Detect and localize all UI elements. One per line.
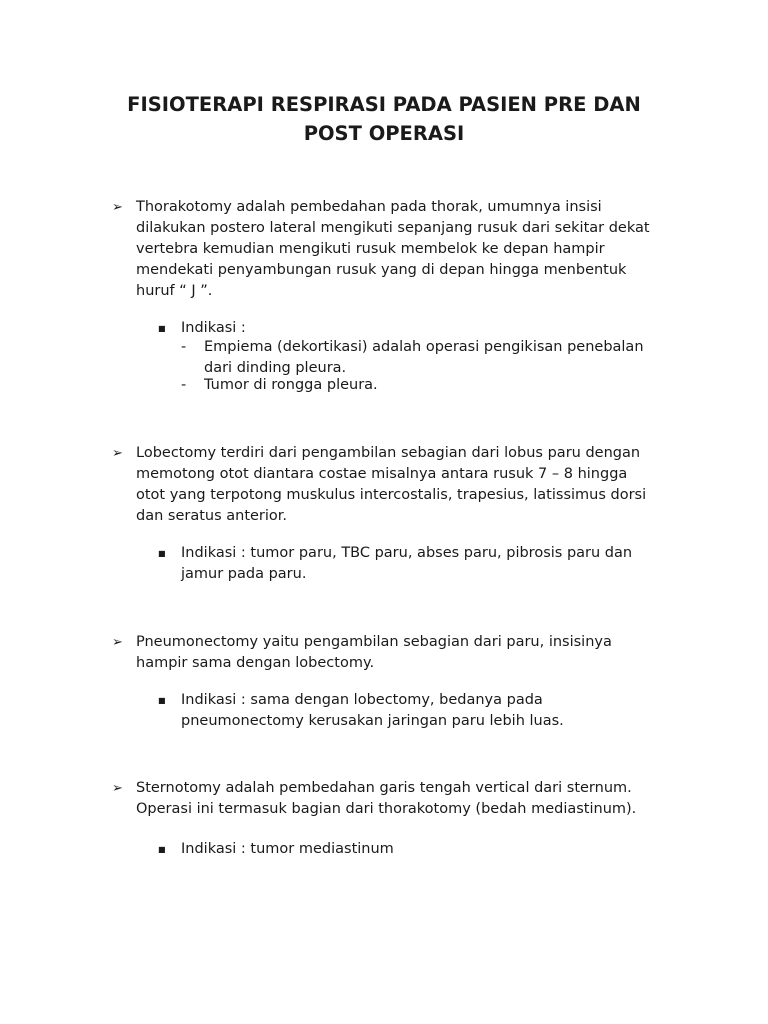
- indikasi-label: [181, 318, 701, 339]
- text-line: Lobectomy terdiri dari pengambilan sebagian dari lobus paru dengan: [136, 445, 641, 461]
- text-line: dari dinding pleura.: [204, 360, 347, 376]
- square-bullet-icon: ■: [158, 324, 166, 333]
- dash-bullet-icon: -: [181, 377, 187, 393]
- text-line: Indikasi : tumor mediastinum: [181, 841, 394, 857]
- indikasi-lobectomy: [181, 543, 701, 585]
- indikasi-item-empiema: [204, 337, 694, 379]
- text-line: memotong otot diantara costae misalnya antara rusuk 7 – 8 hingga: [136, 466, 628, 482]
- indikasi-sternotomy: [181, 839, 701, 860]
- title-line-2: POST OPERASI: [303, 122, 465, 145]
- text-line: jamur pada paru.: [181, 566, 307, 582]
- text-line: huruf “ J ”.: [136, 283, 213, 299]
- text-line: pneumonectomy kerusakan jaringan paru lebih luas.: [181, 713, 564, 729]
- text-line: Empiema (dekortikasi) adalah operasi pengikisan penebalan: [204, 339, 644, 355]
- paragraph-sternotomy: [136, 778, 696, 820]
- text-line: Indikasi : sama dengan lobectomy, bedanya pada: [181, 692, 543, 708]
- text-line: dan seratus anterior.: [136, 508, 288, 524]
- page-title: [100, 90, 668, 148]
- paragraph-thorakotomy: [136, 197, 696, 302]
- square-bullet-icon: ■: [158, 845, 166, 854]
- text-line: Sternotomy adalah pembedahan garis tengah vertical dari sternum.: [136, 780, 632, 796]
- text-line: Indikasi : tumor paru, TBC paru, abses paru, pibrosis paru dan: [181, 545, 633, 561]
- text-line: Thorakotomy adalah pembedahan pada thorak, umumnya insisi: [136, 199, 602, 215]
- text-line: dilakukan postero lateral mengikuti sepanjang rusuk dari sekitar dekat: [136, 220, 650, 236]
- text-line: Tumor di rongga pleura.: [204, 377, 378, 393]
- square-bullet-icon: ■: [158, 549, 166, 558]
- text-line: mendekati penyambungan rusuk yang di depan hingga menbentuk: [136, 262, 627, 278]
- text-line: otot yang terpotong muskulus intercostalis, trapesius, latissimus dorsi: [136, 487, 647, 503]
- indikasi-pneumonectomy: [181, 690, 701, 732]
- paragraph-pneumonectomy: [136, 632, 696, 674]
- paragraph-lobectomy: [136, 443, 696, 527]
- arrow-bullet-icon: ➢: [112, 200, 123, 215]
- arrow-bullet-icon: ➢: [112, 781, 123, 796]
- arrow-bullet-icon: ➢: [112, 446, 123, 461]
- text-line: Pneumonectomy yaitu pengambilan sebagian dari paru, insisinya: [136, 634, 612, 650]
- dash-bullet-icon: -: [181, 339, 187, 355]
- text-line: Operasi ini termasuk bagian dari thorakotomy (bedah mediastinum).: [136, 801, 637, 817]
- title-line-1: FISIOTERAPI RESPIRASI PADA PASIEN PRE DAN: [127, 93, 641, 116]
- indikasi-item-tumor: [204, 375, 694, 396]
- text-line: vertebra kemudian mengikuti rusuk membelok ke depan hampir: [136, 241, 605, 257]
- text-line: hampir sama dengan lobectomy.: [136, 655, 375, 671]
- square-bullet-icon: ■: [158, 696, 166, 705]
- text-line: Indikasi :: [181, 320, 246, 336]
- arrow-bullet-icon: ➢: [112, 635, 123, 650]
